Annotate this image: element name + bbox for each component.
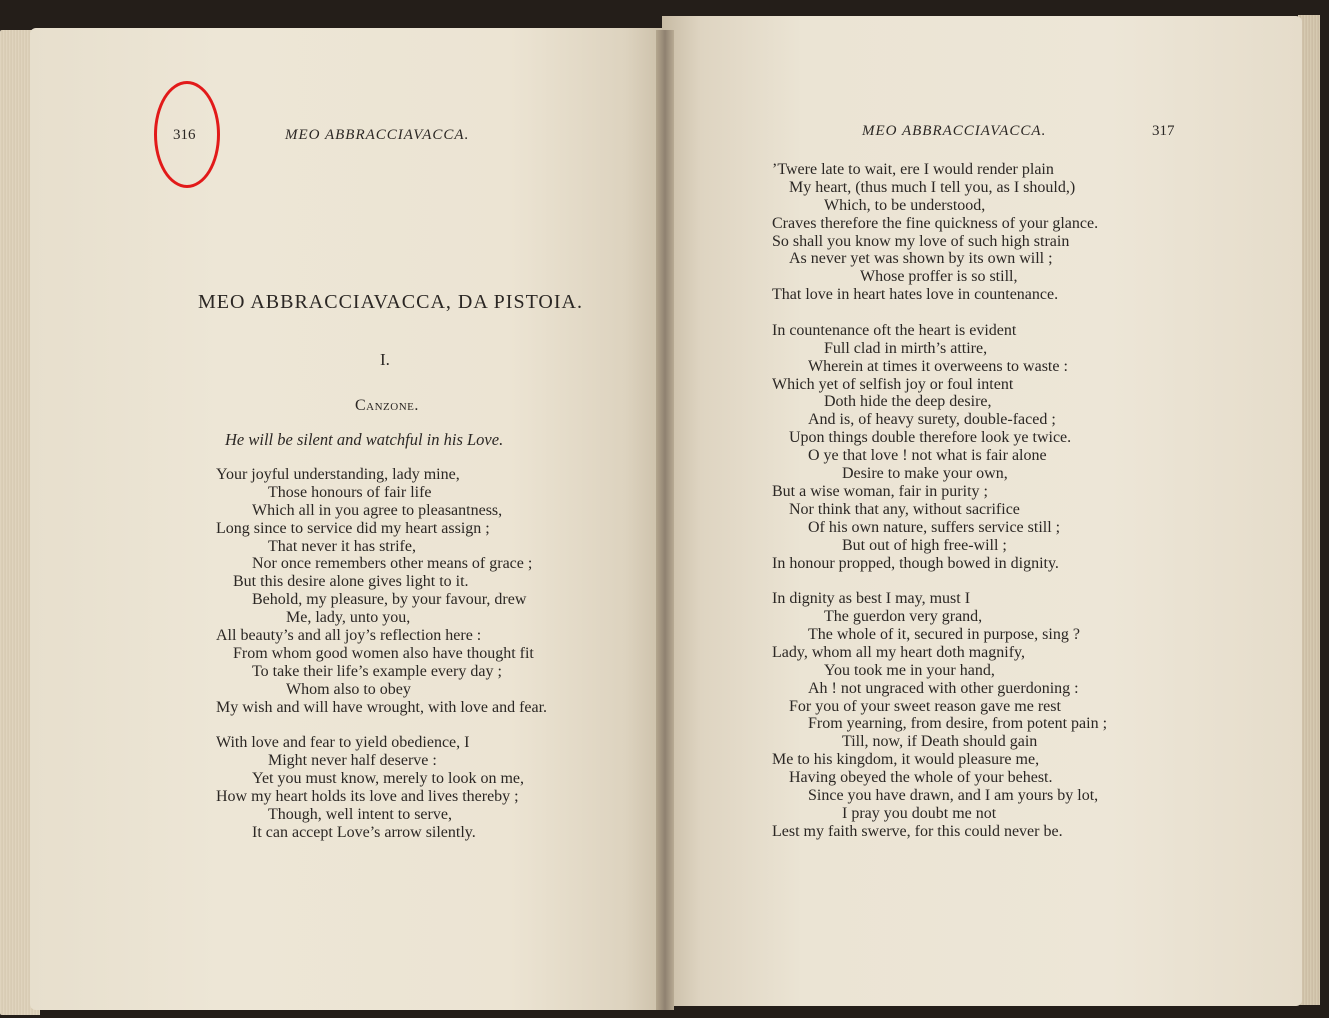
poem-line: Of his own nature, suffers service still ; [808, 518, 1061, 536]
poem-line: Wherein at times it overweens to waste : [808, 357, 1068, 375]
poem-line: All beauty’s and all joy’s reflection here : [216, 627, 482, 645]
poem-line: It can accept Love’s arrow silently. [252, 823, 476, 841]
poem-line: Lest my faith swerve, for this could never be. [772, 822, 1063, 840]
poem-line: You took me in your hand, [824, 661, 995, 679]
poem-line: From yearning, from desire, from potent pain ; [808, 715, 1108, 733]
right-poem-text [772, 161, 1107, 841]
poem-line: Those honours of fair life [268, 483, 432, 501]
poem-line: My wish and will have wrought, with love and fear. [216, 698, 548, 716]
poem-line: But a wise woman, fair in purity ; [772, 482, 988, 500]
poem-line: O ye that love ! not what is fair alone [808, 447, 1047, 465]
right-page-number: 317 [1152, 123, 1175, 139]
poem-line: The guerdon very grand, [824, 608, 983, 626]
poem-line: Upon things double therefore look ye twice. [789, 429, 1072, 447]
poem-line: The whole of it, secured in purpose, sing ? [808, 625, 1080, 643]
poem-line: So shall you know my love of such high strain [772, 232, 1070, 250]
poem-line: Me, lady, unto you, [286, 609, 411, 627]
poem-line: Desire to make your own, [842, 465, 1008, 483]
left-page-number: 316 [173, 127, 196, 143]
left-poem-text [216, 466, 547, 842]
poem-line: Your joyful understanding, lady mine, [216, 466, 460, 483]
poem-line: Since you have drawn, and I am yours by lot, [808, 786, 1099, 804]
poem-line: Nor think that any, without sacrifice [789, 500, 1020, 518]
poem-line: In honour propped, though bowed in dignity. [772, 554, 1059, 572]
poem-line: But this desire alone gives light to it. [233, 573, 469, 591]
poem-line: Long since to service did my heart assign ; [216, 519, 490, 537]
poem-line: How my heart holds its love and lives thereby ; [216, 787, 519, 805]
poem-line: Which yet of selfish joy or foul intent [772, 375, 1014, 393]
poem-line: Which all in you agree to pleasantness, [252, 501, 503, 519]
poem-line: Yet you must know, merely to look on me, [252, 770, 524, 788]
red-annotation-circle [154, 81, 220, 188]
poem-line: In dignity as best I may, must I [772, 590, 971, 608]
poem-line: Which, to be understood, [824, 196, 986, 214]
book-gutter [656, 30, 674, 1010]
poem-line: Whose proffer is so still, [860, 268, 1018, 286]
poem-line: My heart, (thus much I tell you, as I should,) [789, 178, 1076, 196]
poem-line: Though, well intent to serve, [268, 805, 452, 823]
poem-line: That love in heart hates love in countenance. [772, 286, 1059, 304]
poem-line: But out of high free-will ; [842, 536, 1007, 554]
poem-line: Whom also to obey [286, 680, 411, 698]
genre-label: Canzone. [355, 397, 419, 414]
stanza-break [772, 304, 1107, 322]
right-running-head: MEO ABBRACCIAVACCA. [862, 123, 1047, 139]
poem-line: Craves therefore the fine quickness of your glance. [772, 214, 1099, 232]
section-number: I. [380, 350, 390, 369]
poem-line: Ah ! not ungraced with other guerdoning : [808, 679, 1079, 697]
poem-line: Having obeyed the whole of your behest. [789, 769, 1053, 787]
left-running-head: MEO ABBRACCIAVACCA. [285, 127, 470, 143]
poem-line: ’Twere late to wait, ere I would render plain [772, 161, 1054, 178]
poem-line: I pray you doubt me not [842, 804, 997, 822]
poem-line: Me to his kingdom, it would pleasure me, [772, 751, 1040, 769]
poem-line: For you of your sweet reason gave me rest [789, 697, 1061, 715]
poem-title: MEO ABBRACCIAVACCA, DA PISTOIA. [198, 291, 583, 313]
poem-line: As never yet was shown by its own will ; [789, 250, 1053, 268]
poem-line: Lady, whom all my heart doth magnify, [772, 643, 1025, 661]
poem-line: Nor once remembers other means of grace ; [252, 555, 533, 573]
poem-line: To take their life’s example every day ; [252, 662, 502, 680]
stanza-break [772, 572, 1107, 590]
poem-line: From whom good women also have thought fit [233, 644, 534, 662]
poem-line: Full clad in mirth’s attire, [824, 339, 988, 357]
poem-line: That never it has strife, [268, 537, 416, 555]
poem-line: Might never half deserve : [268, 752, 437, 770]
poem-subtitle: He will be silent and watchful in his Love. [225, 430, 504, 449]
stanza-break [216, 716, 547, 734]
poem-line: Doth hide the deep desire, [824, 393, 992, 411]
poem-line: Till, now, if Death should gain [842, 733, 1038, 751]
poem-line: And is, of heavy surety, double-faced ; [808, 411, 1056, 429]
poem-line: Behold, my pleasure, by your favour, drew [252, 591, 527, 609]
poem-line: In countenance oft the heart is evident [772, 321, 1017, 339]
poem-line: With love and fear to yield obedience, I [216, 734, 470, 752]
